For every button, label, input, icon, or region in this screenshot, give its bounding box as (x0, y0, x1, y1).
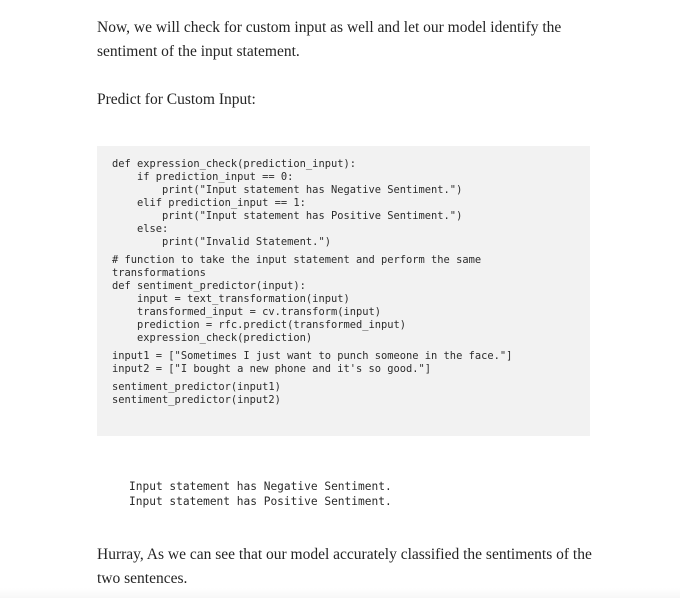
code-line: prediction = rfc.predict(transformed_input) (112, 319, 407, 331)
code-output (129, 479, 392, 509)
intro-paragraph: Now, we will check for custom input as well and let our model identify the sentiment of the input statement. (97, 19, 562, 60)
code-line: if prediction_input == 0: (112, 171, 294, 183)
code-line: input = text_transformation(input) (112, 293, 350, 305)
code-line: transformed_input = cv.transform(input) (112, 306, 381, 318)
code-comment-line: # function to take the input statement and perform the same (112, 254, 482, 266)
output-line: Input statement has Negative Sentiment. (129, 480, 392, 493)
code-line: input2 = ["I bought a new phone and it's so good."] (112, 363, 432, 375)
page-bottom-edge (0, 588, 680, 598)
output-line: Input statement has Positive Sentiment. (129, 495, 392, 508)
code-line: else: (112, 223, 169, 235)
conclusion-paragraph: Hurray, As we can see that our model accurately classified the sentiments of the two sentences. (97, 546, 592, 587)
code-line: print("Invalid Statement.") (112, 236, 331, 248)
code-line: sentiment_predictor(input1) (112, 381, 281, 393)
code-line: input1 = ["Sometimes I just want to punch someone in the face."] (112, 350, 513, 362)
code-line: expression_check(prediction) (112, 332, 313, 344)
code-line: elif prediction_input == 1: (112, 197, 306, 209)
section-heading: Predict for Custom Input: (97, 91, 256, 108)
code-line: print("Input statement has Positive Sentiment.") (112, 210, 463, 222)
code-line: def sentiment_predictor(input): (112, 280, 306, 292)
code-line: print("Input statement has Negative Sentiment.") (112, 184, 463, 196)
code-block (97, 146, 590, 436)
code-line: sentiment_predictor(input2) (112, 394, 281, 406)
code-comment-line: transformations (112, 267, 206, 279)
code-line: def expression_check(prediction_input): (112, 158, 356, 170)
